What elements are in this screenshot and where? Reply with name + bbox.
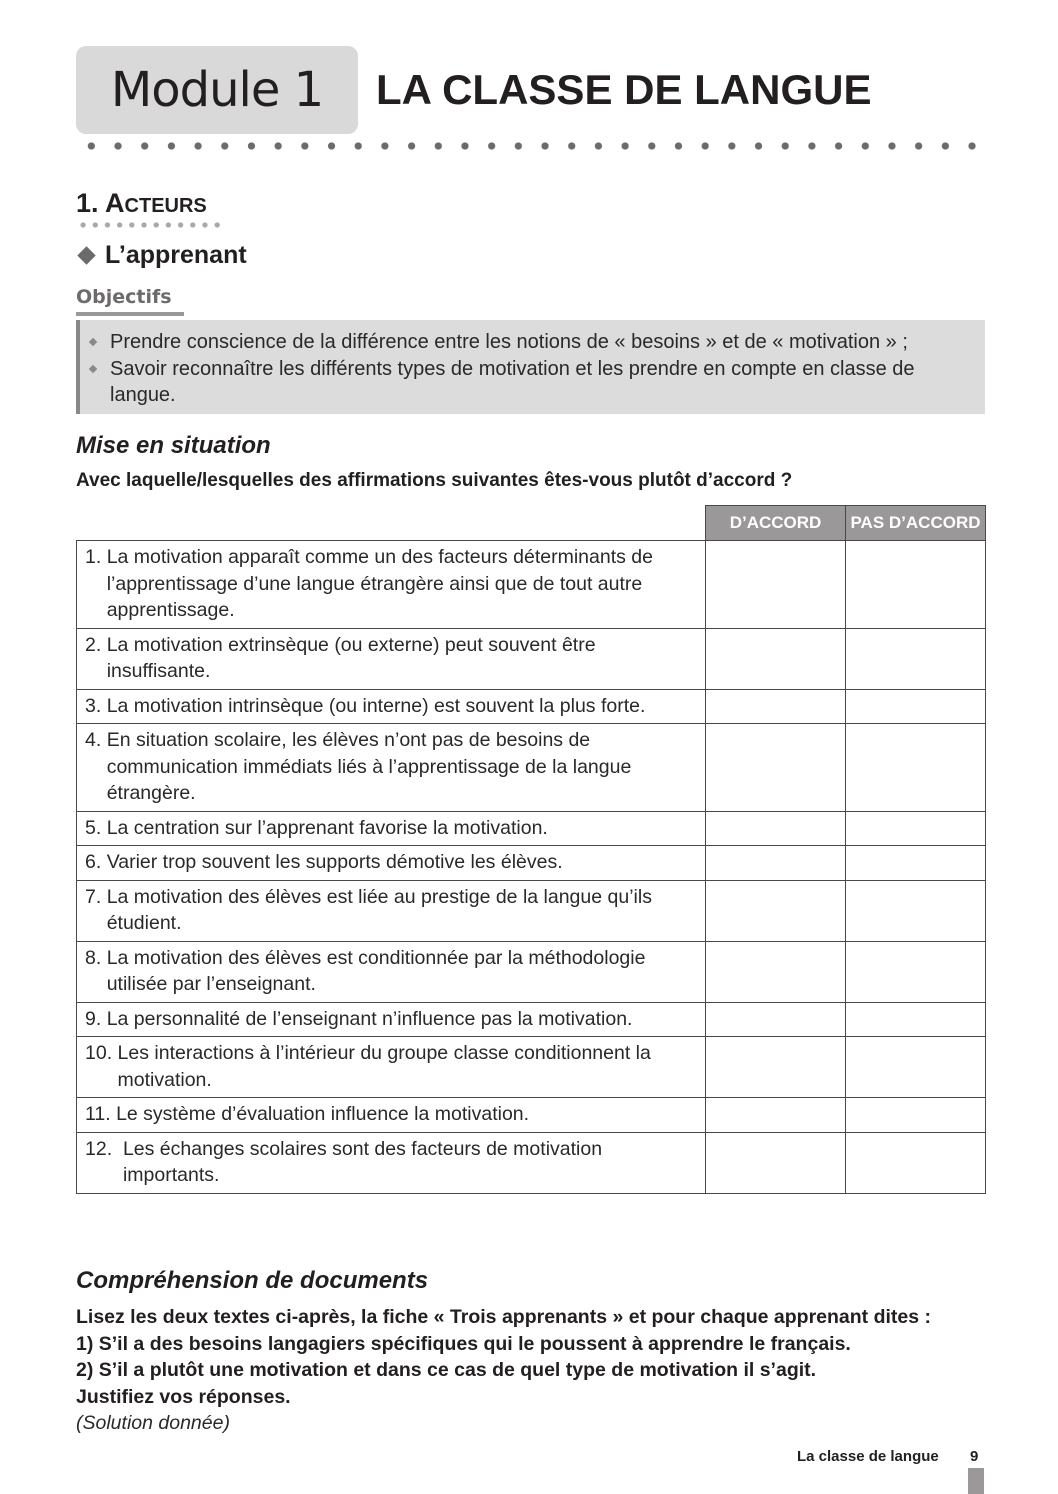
agree-cell[interactable]: [706, 724, 846, 812]
header-blank: [77, 506, 706, 541]
table-row: 4. En situation scolaire, les élèves n’ont pas de besoins de communication immédiats liés à l’apprentissage de la langue étrangère.: [77, 724, 986, 812]
agree-cell[interactable]: [706, 811, 846, 846]
survey-question: Avec laquelle/lesquelles des affirmations suivantes êtes-vous plutôt d’accord ?: [76, 470, 793, 491]
agree-cell[interactable]: [706, 628, 846, 689]
diamond-icon: [77, 246, 95, 264]
disagree-cell[interactable]: [846, 628, 986, 689]
table-row: 12. Les échanges scolaires sont des facteurs de motivation importants.: [77, 1132, 986, 1193]
solution-note: (Solution donnée): [76, 1412, 230, 1434]
page-title: LA CLASSE DE LANGUE: [376, 66, 872, 113]
dotted-divider: [78, 141, 978, 151]
table-row: 6. Varier trop souvent les supports démotive les élèves.: [77, 846, 986, 881]
agree-cell[interactable]: [706, 941, 846, 1002]
table-row: 9. La personnalité de l’enseignant n’influence pas la motivation.: [77, 1002, 986, 1037]
table-header-row: [77, 506, 986, 541]
table-row: 3. La motivation intrinsèque (ou interne) est souvent la plus forte.: [77, 689, 986, 724]
disagree-cell[interactable]: [846, 1002, 986, 1037]
disagree-cell[interactable]: [846, 846, 986, 881]
agree-cell[interactable]: [706, 1002, 846, 1037]
agree-cell[interactable]: [706, 541, 846, 629]
comprehension-title: Compréhension de documents: [76, 1267, 429, 1294]
module-badge: [76, 46, 358, 134]
section-title: 1. ACTEURS: [76, 188, 207, 218]
agree-cell[interactable]: [706, 1132, 846, 1193]
agree-cell[interactable]: [706, 689, 846, 724]
objectif-item: Savoir reconnaître les différents types de motivation et les prendre en compte en classe de langue.: [110, 356, 973, 409]
page-number: 9: [970, 1448, 979, 1465]
disagree-cell[interactable]: [846, 1132, 986, 1193]
disagree-cell[interactable]: [846, 689, 986, 724]
footer-running-title: La classe de langue: [797, 1448, 939, 1465]
header-disagree: PAS D’ACCORD: [846, 506, 986, 541]
objectifs-box: [76, 320, 985, 414]
objectifs-label: Objectifs: [76, 286, 172, 308]
disagree-cell[interactable]: [846, 724, 986, 812]
agree-cell[interactable]: [706, 1098, 846, 1133]
objectifs-underline: [76, 312, 184, 316]
comprehension-instructions: Lisez les deux textes ci-après, la fiche « Trois apprenants » et pour chaque apprenant dites : 1) S’il a des besoins langagiers spécifiques qui le poussent à apprendre le français. 2) S’il a plutôt une motivation et dans ce cas de quel type de motivation il s’agit. Justifiez vos réponses.: [76, 1306, 932, 1408]
table-row: 5. La centration sur l’apprenant favorise la motivation.: [77, 811, 986, 846]
disagree-cell[interactable]: [846, 941, 986, 1002]
bullet-icon: [89, 338, 97, 346]
table-row: 1. La motivation apparaît comme un des facteurs déterminants de l’apprentissage d’une langue étrangère ainsi que de tout autre apprentissage.: [77, 541, 986, 629]
agree-cell[interactable]: [706, 1037, 846, 1098]
subheading: L’apprenant: [76, 241, 247, 270]
disagree-cell[interactable]: [846, 1037, 986, 1098]
disagree-cell[interactable]: [846, 880, 986, 941]
survey-table: [76, 505, 986, 1194]
table-row: 7. La motivation des élèves est liée au prestige de la langue qu’ils étudient.: [77, 880, 986, 941]
module-label: Module 1: [110, 62, 324, 118]
agree-cell[interactable]: [706, 846, 846, 881]
objectif-item: Prendre conscience de la différence entre les notions de « besoins » et de « motivation » ;: [110, 329, 973, 356]
table-row: 2. La motivation extrinsèque (ou externe) peut souvent être insuffisante.: [77, 628, 986, 689]
table-row: 8. La motivation des élèves est conditionnée par la méthodologie utilisée par l’enseignant.: [77, 941, 986, 1002]
agree-cell[interactable]: [706, 880, 846, 941]
disagree-cell[interactable]: [846, 811, 986, 846]
disagree-cell[interactable]: [846, 541, 986, 629]
table-row: 10. Les interactions à l’intérieur du groupe classe conditionnent la motivation.: [77, 1037, 986, 1098]
disagree-cell[interactable]: [846, 1098, 986, 1133]
header-agree: D’ACCORD: [706, 506, 846, 541]
page-tab-marker: [968, 1468, 984, 1494]
table-row: 11. Le système d’évaluation influence la motivation.: [77, 1098, 986, 1133]
section-dotted-underline: [77, 221, 223, 229]
bullet-icon: [89, 364, 97, 372]
mise-en-situation-title: Mise en situation: [76, 432, 271, 459]
